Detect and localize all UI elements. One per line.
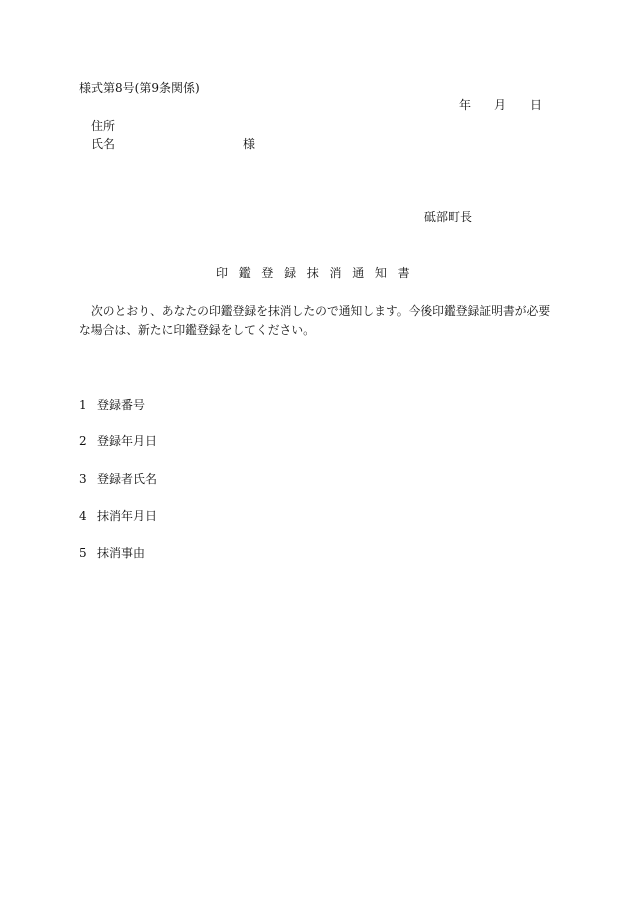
item-label: 登録番号	[97, 398, 146, 412]
date-month-label: 月	[494, 98, 507, 112]
body-line: 次のとおり、あなたの印鑑登録を抹消したので通知します。今後印鑑登録証明書が必要	[91, 304, 551, 318]
body-line: な場合は、新たに印鑑登録をしてください。	[79, 323, 315, 337]
honorific-label: 様	[243, 137, 256, 151]
list-item	[79, 546, 279, 560]
item-number: 4	[79, 509, 87, 523]
list-item	[79, 398, 279, 412]
item-number: 3	[79, 472, 87, 486]
item-number: 2	[79, 434, 87, 448]
item-number: 1	[79, 398, 87, 412]
list-item	[79, 472, 279, 486]
list-item	[79, 509, 279, 523]
item-number: 5	[79, 546, 87, 560]
list-item	[79, 434, 279, 448]
form-number: 様式第8号(第9条関係)	[79, 81, 200, 95]
item-label: 登録者氏名	[97, 472, 158, 486]
item-label: 登録年月日	[97, 434, 158, 448]
date-year-label: 年	[459, 98, 472, 112]
issuer-name: 砥部町長	[424, 210, 473, 224]
item-label: 抹消事由	[97, 546, 146, 560]
date-day-label: 日	[530, 98, 543, 112]
address-label: 住所	[91, 119, 116, 133]
item-label: 抹消年月日	[97, 509, 158, 523]
name-label: 氏名	[91, 137, 116, 151]
document-title: 印鑑登録抹消通知書	[216, 266, 421, 280]
